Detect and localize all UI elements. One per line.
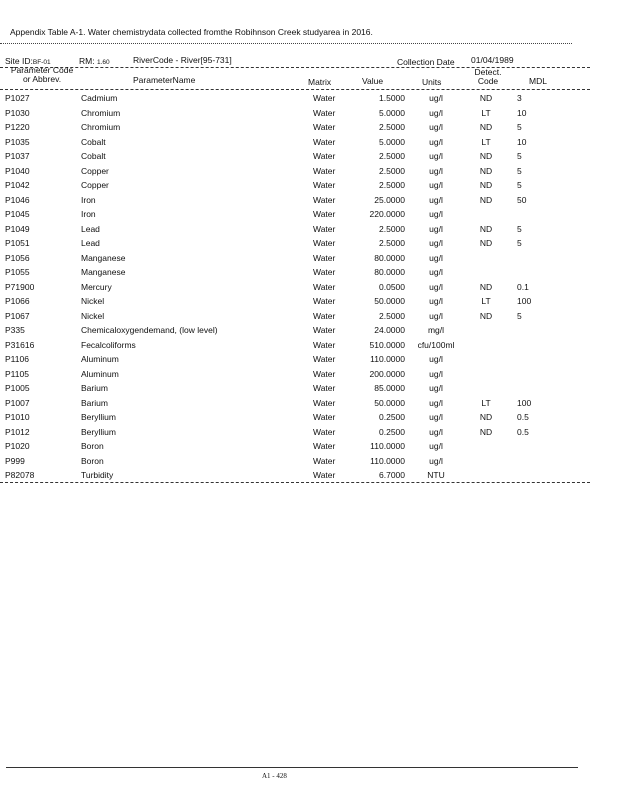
matrix-cell: Water <box>313 455 336 466</box>
parameter-code-cell: P1051 <box>5 238 30 248</box>
table-row <box>0 280 557 295</box>
title-divider <box>0 43 572 44</box>
detect-code-cell: ND <box>479 223 493 234</box>
units-cell: ug/l <box>429 136 443 147</box>
parameter-code-cell: P1220 <box>5 122 30 132</box>
column-header-code <box>6 66 78 84</box>
value-cell: 2.5000 <box>379 151 405 161</box>
value-cell: 5.0000 <box>379 136 405 147</box>
detect-code-cell: ND <box>479 426 493 437</box>
parameter-name-cell: Iron <box>81 194 96 205</box>
value-cell: 2.5000 <box>379 310 405 321</box>
matrix-cell: Water <box>313 238 336 248</box>
column-header-detect <box>470 68 506 86</box>
table-row <box>0 106 557 121</box>
parameter-name-cell: Beryllium <box>81 412 116 422</box>
parameter-name-cell: Boron <box>81 455 104 466</box>
table-row <box>0 236 557 251</box>
parameter-code-cell: P1046 <box>5 194 30 205</box>
detect-code-cell: ND <box>479 151 493 161</box>
page-number: A1 - 428 <box>262 772 287 780</box>
matrix-cell: Water <box>313 165 336 176</box>
detect-code-cell <box>467 338 505 353</box>
matrix-cell: Water <box>313 209 336 219</box>
units-cell: ug/l <box>429 151 443 161</box>
detect-code-cell <box>467 439 505 454</box>
value-cell: 2.5000 <box>379 238 405 248</box>
table-row <box>0 367 557 382</box>
parameter-name-cell: Nickel <box>81 296 105 306</box>
table-row <box>0 294 557 309</box>
parameter-code-cell: P31616 <box>5 339 35 350</box>
mdl-cell: 5 <box>517 122 522 132</box>
river-mile-label: RM: <box>79 56 95 66</box>
parameter-code-cell: P1007 <box>5 397 30 408</box>
collection-date-value: 01/04/1989 <box>471 55 514 65</box>
mdl-cell: 3 <box>517 93 522 103</box>
matrix-cell: Water <box>313 281 336 292</box>
parameter-code-cell: P1010 <box>5 412 30 422</box>
parameter-code-cell: P71900 <box>5 281 35 292</box>
column-header-units: Units <box>422 77 442 87</box>
detect-code-cell: LT <box>481 136 491 147</box>
table-end-divider <box>0 482 590 483</box>
detect-code-cell <box>467 367 505 382</box>
footer-rule <box>6 767 578 768</box>
parameter-code-cell: P1056 <box>5 252 30 263</box>
table-row <box>0 120 557 135</box>
units-cell: ug/l <box>429 412 443 422</box>
parameter-code-cell: P1066 <box>5 296 30 306</box>
table-row <box>0 135 557 150</box>
units-cell: ug/l <box>429 267 443 277</box>
value-cell: 0.2500 <box>379 426 405 437</box>
mdl-cell <box>505 207 557 222</box>
column-header-matrix: Matrix <box>308 77 332 87</box>
river-code: RiverCode - River[95-731] <box>133 55 232 65</box>
parameter-name-cell: Nickel <box>81 310 105 321</box>
units-cell: ug/l <box>429 107 443 118</box>
parameter-code-cell: P1040 <box>5 165 30 176</box>
value-cell: 200.0000 <box>369 368 405 379</box>
table-row <box>0 149 557 164</box>
detect-code-cell: ND <box>479 310 493 321</box>
parameter-code-cell: P1042 <box>5 180 30 190</box>
parameter-code-cell: P999 <box>5 455 25 466</box>
units-cell: ug/l <box>429 238 443 248</box>
column-header-name: ParameterName <box>133 75 196 85</box>
parameter-code-cell: P1055 <box>5 267 30 277</box>
table-row <box>0 454 557 469</box>
units-cell: ug/l <box>429 426 443 437</box>
table-row <box>0 338 557 353</box>
table-row <box>0 396 557 411</box>
units-cell: ug/l <box>429 441 443 451</box>
units-cell: ug/l <box>429 455 443 466</box>
mdl-cell: 5 <box>517 180 522 190</box>
parameter-code-cell: P1106 <box>5 354 29 364</box>
units-cell: ug/l <box>429 180 443 190</box>
value-cell: 110.0000 <box>370 354 405 364</box>
mdl-cell: 50 <box>517 194 527 205</box>
matrix-cell: Water <box>313 223 336 234</box>
mdl-cell: 100 <box>517 397 532 408</box>
table-row <box>0 265 557 280</box>
parameter-name-cell: Chemicaloxygendemand, (low level) <box>81 325 218 335</box>
table-row <box>0 222 557 237</box>
mdl-cell: 10 <box>517 136 527 147</box>
table-row <box>0 193 557 208</box>
parameter-code-cell: P1030 <box>5 107 30 118</box>
river-mile <box>79 56 110 66</box>
parameter-name-cell: Lead <box>81 223 100 234</box>
site-id-value: BF-01 <box>32 59 51 66</box>
parameter-code-cell: P1020 <box>5 441 30 451</box>
table-row <box>0 439 557 454</box>
parameter-name-cell: Beryllium <box>81 426 116 437</box>
value-cell: 50.0000 <box>374 296 405 306</box>
matrix-cell: Water <box>313 383 336 393</box>
detect-code-cell: LT <box>481 296 491 306</box>
value-cell: 2.5000 <box>379 223 405 234</box>
units-cell: ug/l <box>429 223 443 234</box>
units-cell: ug/l <box>429 397 443 408</box>
parameter-code-cell: P1012 <box>5 426 30 437</box>
table-title: Appendix Table A-1. Water chemistrydata collected fromthe Robihnson Creek studyarea in 2016. <box>10 27 373 37</box>
matrix-cell: Water <box>313 194 336 205</box>
site-id-label: Site ID: <box>5 56 33 66</box>
matrix-cell: Water <box>313 412 336 422</box>
matrix-cell: Water <box>313 368 336 379</box>
parameter-name-cell: Manganese <box>81 252 126 263</box>
matrix-cell: Water <box>313 151 336 161</box>
table-row <box>0 468 557 483</box>
mdl-cell: 5 <box>517 238 522 248</box>
detect-code-cell <box>467 251 505 266</box>
mdl-cell <box>505 251 557 266</box>
detect-code-cell: ND <box>479 194 493 205</box>
matrix-cell: Water <box>313 107 336 118</box>
table-row <box>0 410 557 425</box>
table-row <box>0 425 557 440</box>
value-cell: 25.0000 <box>374 194 405 205</box>
parameter-code-cell: P1037 <box>5 151 30 161</box>
mdl-cell <box>505 468 557 483</box>
value-cell: 110.0000 <box>370 455 405 466</box>
matrix-cell: Water <box>313 267 336 277</box>
column-header-detect-line1: Detect. <box>474 67 502 77</box>
parameter-name-cell: Barium <box>81 383 108 393</box>
mdl-cell <box>505 352 557 367</box>
table-row <box>0 352 557 367</box>
detect-code-cell: ND <box>479 412 493 422</box>
table-row <box>0 178 557 193</box>
detect-code-cell <box>467 207 505 222</box>
mdl-cell: 5 <box>517 310 522 321</box>
mdl-cell <box>505 367 557 382</box>
value-cell: 6.7000 <box>379 470 405 480</box>
column-header-code-line1: Parameter Code <box>10 65 74 75</box>
matrix-cell: Water <box>313 354 336 364</box>
value-cell: 2.5000 <box>379 180 405 190</box>
table-row <box>0 309 557 324</box>
value-cell: 5.0000 <box>379 107 405 118</box>
parameter-name-cell: Turbidity <box>81 470 114 480</box>
chemistry-table <box>0 91 557 483</box>
units-cell: ug/l <box>429 296 443 306</box>
parameter-name-cell: Cobalt <box>81 136 106 147</box>
detect-code-cell: ND <box>479 281 493 292</box>
detect-code-cell: ND <box>479 165 493 176</box>
parameter-name-cell: Fecalcoliforms <box>81 339 136 350</box>
units-cell: ug/l <box>429 383 443 393</box>
table-row <box>0 323 557 338</box>
parameter-code-cell: P1027 <box>5 93 30 103</box>
value-cell: 50.0000 <box>374 397 405 408</box>
detect-code-cell <box>467 468 505 483</box>
mdl-cell: 10 <box>517 107 527 118</box>
mdl-cell: 0.5 <box>517 426 529 437</box>
units-cell: ug/l <box>429 209 443 219</box>
value-cell: 80.0000 <box>374 252 405 263</box>
parameter-name-cell: Lead <box>81 238 100 248</box>
detect-code-cell: ND <box>479 180 493 190</box>
parameter-name-cell: Mercury <box>81 281 112 292</box>
table-row <box>0 381 557 396</box>
table-row <box>0 164 557 179</box>
parameter-name-cell: Boron <box>81 441 104 451</box>
value-cell: 24.0000 <box>374 325 405 335</box>
units-cell: ug/l <box>429 93 443 103</box>
value-cell: 220.0000 <box>369 209 405 219</box>
units-cell: ug/l <box>429 252 443 263</box>
value-cell: 80.0000 <box>374 267 405 277</box>
mdl-cell <box>505 381 557 396</box>
matrix-cell: Water <box>313 180 336 190</box>
units-cell: ug/l <box>429 310 443 321</box>
detect-code-cell <box>467 454 505 469</box>
parameter-name-cell: Aluminum <box>81 354 119 364</box>
collection-date-label: Collection Date <box>397 57 455 67</box>
value-cell: 85.0000 <box>374 383 405 393</box>
detect-code-cell: LT <box>481 397 491 408</box>
parameter-name-cell: Chromium <box>81 122 121 132</box>
column-header-detect-line2: Code <box>477 76 499 86</box>
units-cell: NTU <box>427 470 445 480</box>
mdl-cell <box>505 454 557 469</box>
matrix-cell: Water <box>313 93 336 103</box>
value-cell: 1.5000 <box>379 93 405 103</box>
parameter-name-cell: Copper <box>81 180 109 190</box>
parameter-name-cell: Cadmium <box>81 93 118 103</box>
value-cell: 2.5000 <box>379 165 405 176</box>
mdl-cell: 5 <box>517 223 522 234</box>
parameter-code-cell: P82078 <box>5 470 35 480</box>
units-cell: ug/l <box>429 165 443 176</box>
parameter-name-cell: Manganese <box>81 267 126 277</box>
mdl-cell <box>505 439 557 454</box>
matrix-cell: Water <box>313 325 336 335</box>
mdl-cell: 5 <box>517 165 522 176</box>
table-row <box>0 251 557 266</box>
parameter-name-cell: Cobalt <box>81 151 106 161</box>
parameter-code-cell: P1035 <box>5 136 30 147</box>
detect-code-cell <box>467 265 505 280</box>
column-header-value: Value <box>362 76 384 86</box>
mdl-cell: 100 <box>517 296 532 306</box>
parameter-code-cell: P1005 <box>5 383 30 393</box>
matrix-cell: Water <box>313 122 336 132</box>
parameter-code-cell: P1067 <box>5 310 30 321</box>
units-cell: mg/l <box>427 325 445 335</box>
matrix-cell: Water <box>313 310 336 321</box>
detect-code-cell: ND <box>479 238 493 248</box>
value-cell: 510.0000 <box>369 339 405 350</box>
table-body <box>0 91 557 483</box>
detect-code-cell: ND <box>479 93 493 103</box>
mdl-cell: 0.1 <box>517 281 529 292</box>
column-header-mdl: MDL <box>529 76 547 86</box>
value-cell: 0.2500 <box>379 412 405 422</box>
column-header-code-line2: or Abbrev. <box>22 74 62 84</box>
detect-code-cell: ND <box>479 122 493 132</box>
detect-code-cell <box>467 323 505 338</box>
matrix-cell: Water <box>313 441 336 451</box>
mdl-cell: 0.5 <box>517 412 529 422</box>
value-cell: 2.5000 <box>379 122 405 132</box>
header-divider-bottom <box>0 89 590 90</box>
value-cell: 0.0500 <box>379 281 405 292</box>
units-cell: ug/l <box>429 354 443 364</box>
value-cell: 110.0000 <box>370 441 405 451</box>
parameter-name-cell: Barium <box>81 397 108 408</box>
parameter-name-cell: Chromium <box>81 107 121 118</box>
parameter-name-cell: Copper <box>81 165 109 176</box>
units-cell: cfu/100ml <box>417 339 455 350</box>
mdl-cell <box>505 338 557 353</box>
units-cell: ug/l <box>429 368 443 379</box>
detect-code-cell <box>467 381 505 396</box>
river-mile-value: 1.60 <box>96 59 110 66</box>
mdl-cell: 5 <box>517 151 522 161</box>
parameter-code-cell: P335 <box>5 325 25 335</box>
parameter-code-cell: P1105 <box>5 368 29 379</box>
table-row <box>0 207 557 222</box>
units-cell: ug/l <box>429 194 443 205</box>
matrix-cell: Water <box>313 136 336 147</box>
parameter-code-cell: P1049 <box>5 223 30 234</box>
matrix-cell: Water <box>313 296 336 306</box>
units-cell: ug/l <box>429 281 443 292</box>
matrix-cell: Water <box>313 397 336 408</box>
matrix-cell: Water <box>313 339 336 350</box>
matrix-cell: Water <box>313 470 336 480</box>
detect-code-cell: LT <box>481 107 491 118</box>
detect-code-cell <box>467 352 505 367</box>
units-cell: ug/l <box>429 122 443 132</box>
parameter-name-cell: Iron <box>81 209 96 219</box>
mdl-cell <box>505 323 557 338</box>
matrix-cell: Water <box>313 426 336 437</box>
matrix-cell: Water <box>313 252 336 263</box>
mdl-cell <box>505 265 557 280</box>
parameter-name-cell: Aluminum <box>81 368 119 379</box>
table-row <box>0 91 557 106</box>
parameter-code-cell: P1045 <box>5 209 30 219</box>
